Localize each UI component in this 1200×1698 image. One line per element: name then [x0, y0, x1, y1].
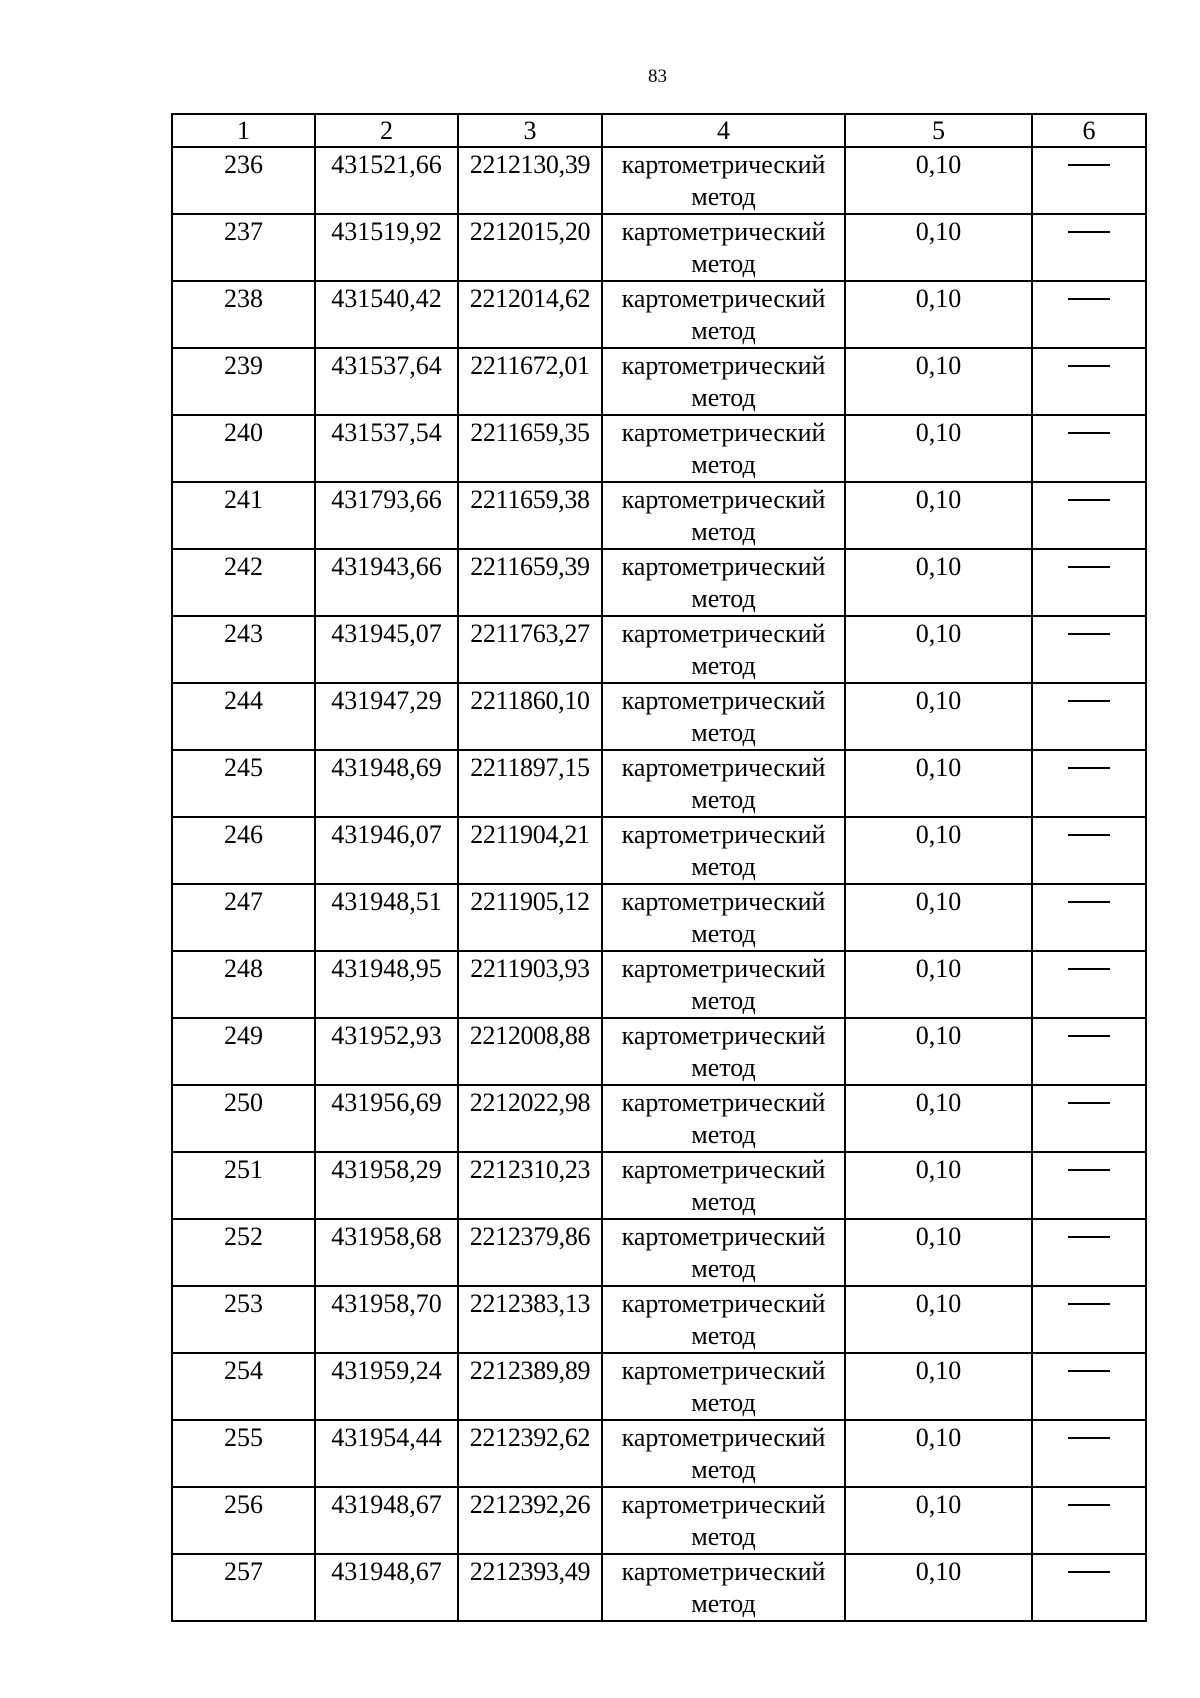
point-number-cell: 253: [172, 1286, 315, 1353]
accuracy-cell: 0,10: [845, 1286, 1032, 1353]
extra-cell: [1032, 147, 1146, 214]
y-coordinate-cell: 2212392,26: [458, 1487, 602, 1554]
table-row: [172, 1353, 1146, 1420]
method-cell: картометрический метод: [602, 884, 845, 951]
accuracy-cell: 0,10: [845, 1353, 1032, 1420]
x-coordinate-cell: 431521,66: [315, 147, 458, 214]
table-row: [172, 549, 1146, 616]
point-number-cell: 238: [172, 281, 315, 348]
dash-line-icon: [1068, 700, 1110, 702]
x-coordinate-cell: 431956,69: [315, 1085, 458, 1152]
y-coordinate-cell: 2212015,20: [458, 214, 602, 281]
dash-line-icon: [1068, 432, 1110, 434]
x-coordinate-cell: 431537,64: [315, 348, 458, 415]
table-row: [172, 415, 1146, 482]
dash-line-icon: [1068, 1303, 1110, 1305]
dash-line-icon: [1068, 164, 1110, 166]
dash-line-icon: [1068, 834, 1110, 836]
x-coordinate-cell: 431948,51: [315, 884, 458, 951]
dash-line-icon: [1068, 298, 1110, 300]
table-body: [172, 147, 1146, 1621]
point-number-cell: 240: [172, 415, 315, 482]
point-number-cell: 254: [172, 1353, 315, 1420]
x-coordinate-cell: 431945,07: [315, 616, 458, 683]
x-coordinate-cell: 431943,66: [315, 549, 458, 616]
accuracy-cell: 0,10: [845, 348, 1032, 415]
accuracy-cell: 0,10: [845, 1085, 1032, 1152]
table-row: [172, 951, 1146, 1018]
table-row: [172, 1420, 1146, 1487]
point-number-cell: 250: [172, 1085, 315, 1152]
column-header-2: 2: [315, 114, 458, 147]
method-cell: картометрический метод: [602, 951, 845, 1018]
point-number-cell: 251: [172, 1152, 315, 1219]
point-number-cell: 249: [172, 1018, 315, 1085]
accuracy-cell: 0,10: [845, 951, 1032, 1018]
x-coordinate-cell: 431948,67: [315, 1487, 458, 1554]
dash-line-icon: [1068, 499, 1110, 501]
extra-cell: [1032, 951, 1146, 1018]
x-coordinate-cell: 431793,66: [315, 482, 458, 549]
point-number-cell: 241: [172, 482, 315, 549]
table-row: [172, 683, 1146, 750]
accuracy-cell: 0,10: [845, 616, 1032, 683]
extra-cell: [1032, 683, 1146, 750]
dash-line-icon: [1068, 566, 1110, 568]
x-coordinate-cell: 431958,70: [315, 1286, 458, 1353]
table-row: [172, 147, 1146, 214]
point-number-cell: 255: [172, 1420, 315, 1487]
y-coordinate-cell: 2211672,01: [458, 348, 602, 415]
method-cell: картометрический метод: [602, 750, 845, 817]
accuracy-cell: 0,10: [845, 415, 1032, 482]
y-coordinate-cell: 2211659,35: [458, 415, 602, 482]
method-cell: картометрический метод: [602, 549, 845, 616]
y-coordinate-cell: 2211903,93: [458, 951, 602, 1018]
column-header-1: 1: [172, 114, 315, 147]
x-coordinate-cell: 431954,44: [315, 1420, 458, 1487]
accuracy-cell: 0,10: [845, 817, 1032, 884]
point-number-cell: 243: [172, 616, 315, 683]
y-coordinate-cell: 2212310,23: [458, 1152, 602, 1219]
table-row: [172, 1487, 1146, 1554]
dash-line-icon: [1068, 1571, 1110, 1573]
method-cell: картометрический метод: [602, 1018, 845, 1085]
extra-cell: [1032, 1487, 1146, 1554]
method-cell: картометрический метод: [602, 1353, 845, 1420]
dash-line-icon: [1068, 1236, 1110, 1238]
table-row: [172, 482, 1146, 549]
column-header-4: 4: [602, 114, 845, 147]
table-row: [172, 616, 1146, 683]
dash-line-icon: [1068, 1370, 1110, 1372]
point-number-cell: 244: [172, 683, 315, 750]
accuracy-cell: 0,10: [845, 750, 1032, 817]
table-row: [172, 348, 1146, 415]
method-cell: картометрический метод: [602, 281, 845, 348]
point-number-cell: 248: [172, 951, 315, 1018]
y-coordinate-cell: 2211659,38: [458, 482, 602, 549]
extra-cell: [1032, 1353, 1146, 1420]
accuracy-cell: 0,10: [845, 1554, 1032, 1621]
method-cell: картометрический метод: [602, 616, 845, 683]
method-cell: картометрический метод: [602, 147, 845, 214]
method-cell: картометрический метод: [602, 1085, 845, 1152]
x-coordinate-cell: 431947,29: [315, 683, 458, 750]
y-coordinate-cell: 2212392,62: [458, 1420, 602, 1487]
method-cell: картометрический метод: [602, 1487, 845, 1554]
extra-cell: [1032, 214, 1146, 281]
method-cell: картометрический метод: [602, 1554, 845, 1621]
method-cell: картометрический метод: [602, 482, 845, 549]
y-coordinate-cell: 2212008,88: [458, 1018, 602, 1085]
table-row: [172, 884, 1146, 951]
method-cell: картометрический метод: [602, 415, 845, 482]
page-number: 83: [648, 66, 667, 87]
extra-cell: [1032, 1018, 1146, 1085]
extra-cell: [1032, 1152, 1146, 1219]
accuracy-cell: 0,10: [845, 884, 1032, 951]
y-coordinate-cell: 2211897,15: [458, 750, 602, 817]
accuracy-cell: 0,10: [845, 281, 1032, 348]
point-number-cell: 247: [172, 884, 315, 951]
extra-cell: [1032, 1085, 1146, 1152]
y-coordinate-cell: 2211860,10: [458, 683, 602, 750]
x-coordinate-cell: 431958,68: [315, 1219, 458, 1286]
dash-line-icon: [1068, 767, 1110, 769]
point-number-cell: 236: [172, 147, 315, 214]
point-number-cell: 246: [172, 817, 315, 884]
table-row: [172, 1554, 1146, 1621]
extra-cell: [1032, 1286, 1146, 1353]
table-header: [172, 114, 1146, 147]
table-row: [172, 281, 1146, 348]
coordinates-table: [171, 113, 1147, 1622]
y-coordinate-cell: 2212383,13: [458, 1286, 602, 1353]
accuracy-cell: 0,10: [845, 1152, 1032, 1219]
dash-line-icon: [1068, 1169, 1110, 1171]
table-row: [172, 1286, 1146, 1353]
x-coordinate-cell: 431519,92: [315, 214, 458, 281]
table-row: [172, 750, 1146, 817]
point-number-cell: 252: [172, 1219, 315, 1286]
y-coordinate-cell: 2211659,39: [458, 549, 602, 616]
x-coordinate-cell: 431958,29: [315, 1152, 458, 1219]
accuracy-cell: 0,10: [845, 1219, 1032, 1286]
y-coordinate-cell: 2212389,89: [458, 1353, 602, 1420]
method-cell: картометрический метод: [602, 348, 845, 415]
extra-cell: [1032, 415, 1146, 482]
x-coordinate-cell: 431946,07: [315, 817, 458, 884]
table-row: [172, 1085, 1146, 1152]
method-cell: картометрический метод: [602, 1420, 845, 1487]
extra-cell: [1032, 1219, 1146, 1286]
method-cell: картометрический метод: [602, 1286, 845, 1353]
y-coordinate-cell: 2212130,39: [458, 147, 602, 214]
extra-cell: [1032, 616, 1146, 683]
point-number-cell: 256: [172, 1487, 315, 1554]
table-row: [172, 214, 1146, 281]
dash-line-icon: [1068, 1035, 1110, 1037]
x-coordinate-cell: 431948,69: [315, 750, 458, 817]
table-row: [172, 1152, 1146, 1219]
column-header-5: 5: [845, 114, 1032, 147]
dash-line-icon: [1068, 1437, 1110, 1439]
column-header-3: 3: [458, 114, 602, 147]
extra-cell: [1032, 348, 1146, 415]
y-coordinate-cell: 2211905,12: [458, 884, 602, 951]
extra-cell: [1032, 817, 1146, 884]
y-coordinate-cell: 2212022,98: [458, 1085, 602, 1152]
x-coordinate-cell: 431948,95: [315, 951, 458, 1018]
table-row: [172, 1018, 1146, 1085]
point-number-cell: 242: [172, 549, 315, 616]
accuracy-cell: 0,10: [845, 549, 1032, 616]
y-coordinate-cell: 2212393,49: [458, 1554, 602, 1621]
extra-cell: [1032, 482, 1146, 549]
point-number-cell: 245: [172, 750, 315, 817]
y-coordinate-cell: 2211763,27: [458, 616, 602, 683]
point-number-cell: 239: [172, 348, 315, 415]
table-row: [172, 817, 1146, 884]
x-coordinate-cell: 431540,42: [315, 281, 458, 348]
column-header-6: 6: [1032, 114, 1146, 147]
extra-cell: [1032, 1554, 1146, 1621]
point-number-cell: 237: [172, 214, 315, 281]
accuracy-cell: 0,10: [845, 482, 1032, 549]
dash-line-icon: [1068, 231, 1110, 233]
x-coordinate-cell: 431537,54: [315, 415, 458, 482]
y-coordinate-cell: 2211904,21: [458, 817, 602, 884]
extra-cell: [1032, 884, 1146, 951]
point-number-cell: 257: [172, 1554, 315, 1621]
dash-line-icon: [1068, 365, 1110, 367]
accuracy-cell: 0,10: [845, 214, 1032, 281]
method-cell: картометрический метод: [602, 214, 845, 281]
x-coordinate-cell: 431952,93: [315, 1018, 458, 1085]
dash-line-icon: [1068, 633, 1110, 635]
extra-cell: [1032, 750, 1146, 817]
method-cell: картометрический метод: [602, 1152, 845, 1219]
method-cell: картометрический метод: [602, 817, 845, 884]
method-cell: картометрический метод: [602, 683, 845, 750]
extra-cell: [1032, 549, 1146, 616]
y-coordinate-cell: 2212379,86: [458, 1219, 602, 1286]
y-coordinate-cell: 2212014,62: [458, 281, 602, 348]
x-coordinate-cell: 431948,67: [315, 1554, 458, 1621]
dash-line-icon: [1068, 968, 1110, 970]
accuracy-cell: 0,10: [845, 1420, 1032, 1487]
header-row: [172, 114, 1146, 147]
extra-cell: [1032, 1420, 1146, 1487]
accuracy-cell: 0,10: [845, 147, 1032, 214]
dash-line-icon: [1068, 1102, 1110, 1104]
dash-line-icon: [1068, 1504, 1110, 1506]
accuracy-cell: 0,10: [845, 1487, 1032, 1554]
dash-line-icon: [1068, 901, 1110, 903]
extra-cell: [1032, 281, 1146, 348]
accuracy-cell: 0,10: [845, 1018, 1032, 1085]
accuracy-cell: 0,10: [845, 683, 1032, 750]
x-coordinate-cell: 431959,24: [315, 1353, 458, 1420]
method-cell: картометрический метод: [602, 1219, 845, 1286]
table-row: [172, 1219, 1146, 1286]
